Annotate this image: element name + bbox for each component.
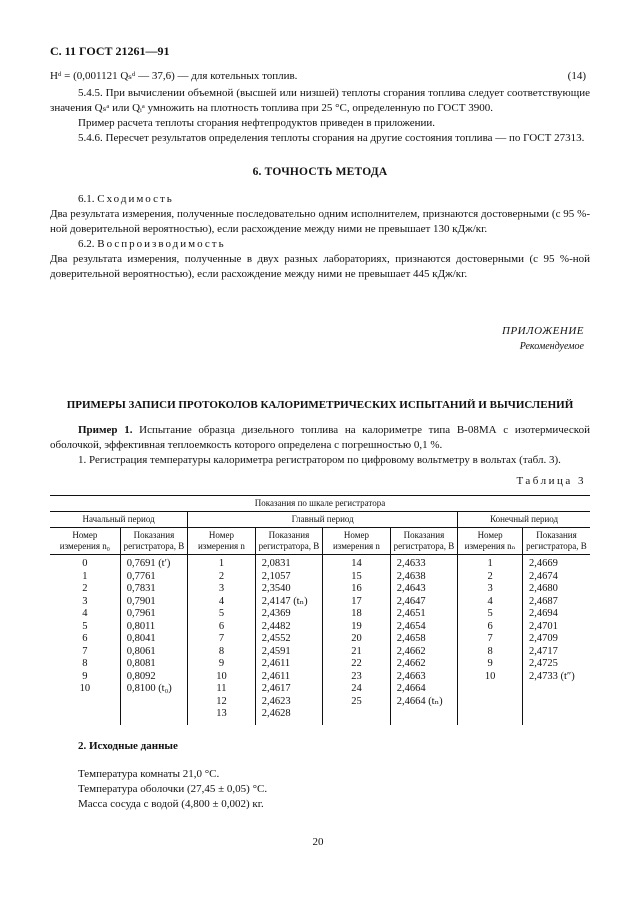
subsection-6-2-title: Воспроизводимость <box>97 238 226 250</box>
subsection-6-2-number: 6.2. <box>78 238 95 250</box>
subsection-6-2-text: Два результата измерения, полученные в двух разных лабораториях, признаются достоверными (с 95 %-ной доверительной вероятностью), если расхождение между ними не превышает 445 кДж/кг. <box>50 253 590 280</box>
appendix-label: ПРИЛОЖЕНИЕ <box>502 325 584 337</box>
table-cell: 2,4552 <box>255 633 323 646</box>
table-cell: 22 <box>323 658 391 671</box>
col-reading-initial: Показания регистратора, В <box>120 528 188 555</box>
table-row <box>50 683 590 696</box>
page-header: С. 11 ГОСТ 21261—91 <box>50 44 170 58</box>
subsection-6-1-title: Сходимость <box>97 193 174 205</box>
table-cell <box>522 708 590 725</box>
table-row <box>50 608 590 621</box>
table-row <box>50 658 590 671</box>
item-2-heading: 2. Исходные данные <box>78 739 178 752</box>
table-cell: 2,4664 (tₙ) <box>390 696 458 709</box>
table-cell: 8 <box>188 646 256 659</box>
col-reading-main-2: Показания регистратора, В <box>390 528 458 555</box>
table-cell: 8 <box>50 658 120 671</box>
table-cell: 2 <box>458 571 523 584</box>
example-1-label: Пример 1. <box>78 424 133 436</box>
group-main: Главный период <box>188 512 458 528</box>
table-cell: 5 <box>458 608 523 621</box>
example-1 <box>50 423 590 453</box>
table-body <box>50 555 590 725</box>
table-cell: 2,4654 <box>390 621 458 634</box>
group-initial: Начальный период <box>50 512 188 528</box>
table-row <box>50 596 590 609</box>
table-row <box>50 646 590 659</box>
subsection-6-2-heading <box>50 237 590 252</box>
table-cell: 2,4687 <box>522 596 590 609</box>
table-cell: 2 <box>188 571 256 584</box>
table-cell: 2,4680 <box>522 583 590 596</box>
table-cell: 20 <box>323 633 391 646</box>
table-cell: 0,7761 <box>120 571 188 584</box>
table-cell <box>458 708 523 725</box>
table-cell: 0,7691 (t′) <box>120 555 188 571</box>
table-cell: 2,4651 <box>390 608 458 621</box>
appendix-label-block <box>50 324 590 354</box>
table-cell: 0,8061 <box>120 646 188 659</box>
table-cell: 0,7831 <box>120 583 188 596</box>
table-cell: 0,8011 <box>120 621 188 634</box>
table-cell: 8 <box>458 646 523 659</box>
section-6-title: 6. ТОЧНОСТЬ МЕТОДА <box>252 166 388 178</box>
col-meas-main-1: Номер измерения n <box>188 528 256 555</box>
table-cell <box>390 708 458 725</box>
document-page <box>50 44 590 812</box>
appendix-title: ПРИМЕРЫ ЗАПИСИ ПРОТОКОЛОВ КАЛОРИМЕТРИЧЕСКИХ ИСПЫТАНИЙ И ВЫЧИСЛЕНИЙ <box>66 399 574 411</box>
table-cell: 2,0831 <box>255 555 323 571</box>
table-cell: 21 <box>323 646 391 659</box>
table-cell: 0,7961 <box>120 608 188 621</box>
paragraph-5-4-6: 5.4.6. Пересчет результатов определения теплоты сгорания на другие состояния топлива — по ГОСТ 27313. <box>78 132 585 144</box>
table-cell: 2,4658 <box>390 633 458 646</box>
table-cell: 2,4482 <box>255 621 323 634</box>
col-meas-main-2: Номер измерения n <box>323 528 391 555</box>
table-cell: 7 <box>188 633 256 646</box>
table-cell: 3 <box>188 583 256 596</box>
table-cell <box>522 683 590 696</box>
table-cell: 2,4147 (tₙ) <box>255 596 323 609</box>
table-cell: 24 <box>323 683 391 696</box>
data-line: Температура комнаты 21,0 °С. <box>78 767 220 780</box>
table-cell <box>120 708 188 725</box>
paragraph-example-ref: Пример расчета теплоты сгорания нефтепродуктов приведен в приложении. <box>78 117 436 129</box>
table-cell: 2,4674 <box>522 571 590 584</box>
table-cell: 0,8081 <box>120 658 188 671</box>
table-cell: 1 <box>458 555 523 571</box>
table-cell: 2,4669 <box>522 555 590 571</box>
table-cell: 9 <box>188 658 256 671</box>
table-cell: 2,4662 <box>390 658 458 671</box>
table-cell: 0 <box>50 555 120 571</box>
table-cell: 13 <box>188 708 256 725</box>
table-cell: 10 <box>458 671 523 684</box>
table-cell: 2,4369 <box>255 608 323 621</box>
table-cell <box>50 696 120 709</box>
formula-14 <box>50 69 590 84</box>
col-meas-final: Номер измерения nₙ <box>458 528 523 555</box>
item-1: 1. Регистрация температуры калориметра регистратором по цифровому вольтметру в вольтах (табл. 3). <box>78 454 561 466</box>
formula-number: (14) <box>567 70 586 82</box>
table-cell <box>522 696 590 709</box>
table-cell: 6 <box>458 621 523 634</box>
paragraph-5-4-5: 5.4.5. При вычислении объемной (высшей или низшей) теплоты сгорания топлива следует соответствующие значения Qₛᵃ или Qᵢᵃ умножить на плотность топлива при 25 °С, определенную по ГОСТ 3900. <box>50 87 590 114</box>
table-cell <box>120 696 188 709</box>
table-cell: 16 <box>323 583 391 596</box>
table-cell: 2,1057 <box>255 571 323 584</box>
table-cell: 2,4617 <box>255 683 323 696</box>
table-cell: 2,4709 <box>522 633 590 646</box>
table-cell: 4 <box>50 608 120 621</box>
table-cell: 17 <box>323 596 391 609</box>
table-cell: 25 <box>323 696 391 709</box>
table-cell: 18 <box>323 608 391 621</box>
table-row <box>50 671 590 684</box>
table-cell: 2,4662 <box>390 646 458 659</box>
table-cell: 4 <box>458 596 523 609</box>
group-final: Конечный период <box>458 512 590 528</box>
table-cell: 2,4643 <box>390 583 458 596</box>
table-row <box>50 555 590 571</box>
table-cell: 1 <box>50 571 120 584</box>
data-line: Температура оболочки (27,45 ± 0,05) °С. <box>78 782 268 795</box>
table-cell <box>323 708 391 725</box>
table-row <box>50 633 590 646</box>
table-cell: 15 <box>323 571 391 584</box>
table-cell <box>458 696 523 709</box>
table-cell: 0,8092 <box>120 671 188 684</box>
subsection-6-1-text: Два результата измерения, полученные последовательно одним исполнителем, признаются достоверными (с 95 %-ной доверительной вероятностью), если расхождение между ними не превышает 130 кДж/кг. <box>50 208 590 235</box>
table-row <box>50 708 590 725</box>
table-cell <box>458 683 523 696</box>
col-reading-main-1: Показания регистратора, В <box>255 528 323 555</box>
table-cell: 6 <box>188 621 256 634</box>
table-cell: 5 <box>50 621 120 634</box>
table-cell: 2,4611 <box>255 658 323 671</box>
table-row <box>50 571 590 584</box>
col-reading-final: Показания регистратора, В <box>522 528 590 555</box>
subsection-6-1-heading <box>50 192 590 207</box>
table-row <box>50 696 590 709</box>
table-cell: 2,4733 (t″) <box>522 671 590 684</box>
table-cell: 2,4663 <box>390 671 458 684</box>
table-cell: 23 <box>323 671 391 684</box>
table-cell: 0,8100 (t₀) <box>120 683 188 696</box>
table-cell: 10 <box>188 671 256 684</box>
table-cell: 7 <box>458 633 523 646</box>
table-cell: 1 <box>188 555 256 571</box>
table-cell: 2,4694 <box>522 608 590 621</box>
appendix-sub: Рекомендуемое <box>519 341 584 352</box>
table-cell: 0,8041 <box>120 633 188 646</box>
formula-text: Hᵈ = (0,001121 Qₛᵈ — 37,6) — для котельных топлив. <box>50 70 298 82</box>
table-cell: 6 <box>50 633 120 646</box>
table-3 <box>50 495 590 725</box>
table-cell: 11 <box>188 683 256 696</box>
col-meas-initial: Номер измерения n₀ <box>50 528 120 555</box>
initial-data-lines <box>50 767 590 812</box>
table-cell: 12 <box>188 696 256 709</box>
table-cell: 10 <box>50 683 120 696</box>
table-cell: 2,4611 <box>255 671 323 684</box>
page-number: 20 <box>312 836 324 848</box>
table-cell: 2,4725 <box>522 658 590 671</box>
table-cell: 2,4638 <box>390 571 458 584</box>
table-cell: 9 <box>458 658 523 671</box>
table-cell: 2,3540 <box>255 583 323 596</box>
table-row <box>50 583 590 596</box>
table-cell <box>50 708 120 725</box>
table-cell: 2,4717 <box>522 646 590 659</box>
table-cell: 4 <box>188 596 256 609</box>
table-cell: 19 <box>323 621 391 634</box>
table-cell: 0,7901 <box>120 596 188 609</box>
table-cell: 9 <box>50 671 120 684</box>
table-cell: 5 <box>188 608 256 621</box>
table-cell: 2,4628 <box>255 708 323 725</box>
table-cell: 2,4664 <box>390 683 458 696</box>
table-top-header: Показания по шкале регистратора <box>50 496 590 512</box>
table-cell: 2,4633 <box>390 555 458 571</box>
table-cell: 2,4591 <box>255 646 323 659</box>
table-cell: 2,4623 <box>255 696 323 709</box>
table-cell: 3 <box>50 596 120 609</box>
table-cell: 2 <box>50 583 120 596</box>
table-cell: 2,4701 <box>522 621 590 634</box>
table-row <box>50 621 590 634</box>
table-cell: 2,4647 <box>390 596 458 609</box>
table-cell: 14 <box>323 555 391 571</box>
subsection-6-1-number: 6.1. <box>78 193 95 205</box>
table-cell: 7 <box>50 646 120 659</box>
example-1-text: Испытание образца дизельного топлива на калориметре типа В-08МА с изотермической оболочкой, эффективная теплоемкость которого определена с погрешностью 0,1 %. <box>50 424 590 451</box>
table-caption: Таблица 3 <box>516 475 586 487</box>
table-cell: 3 <box>458 583 523 596</box>
data-line: Масса сосуда с водой (4,800 ± 0,002) кг. <box>78 797 264 810</box>
